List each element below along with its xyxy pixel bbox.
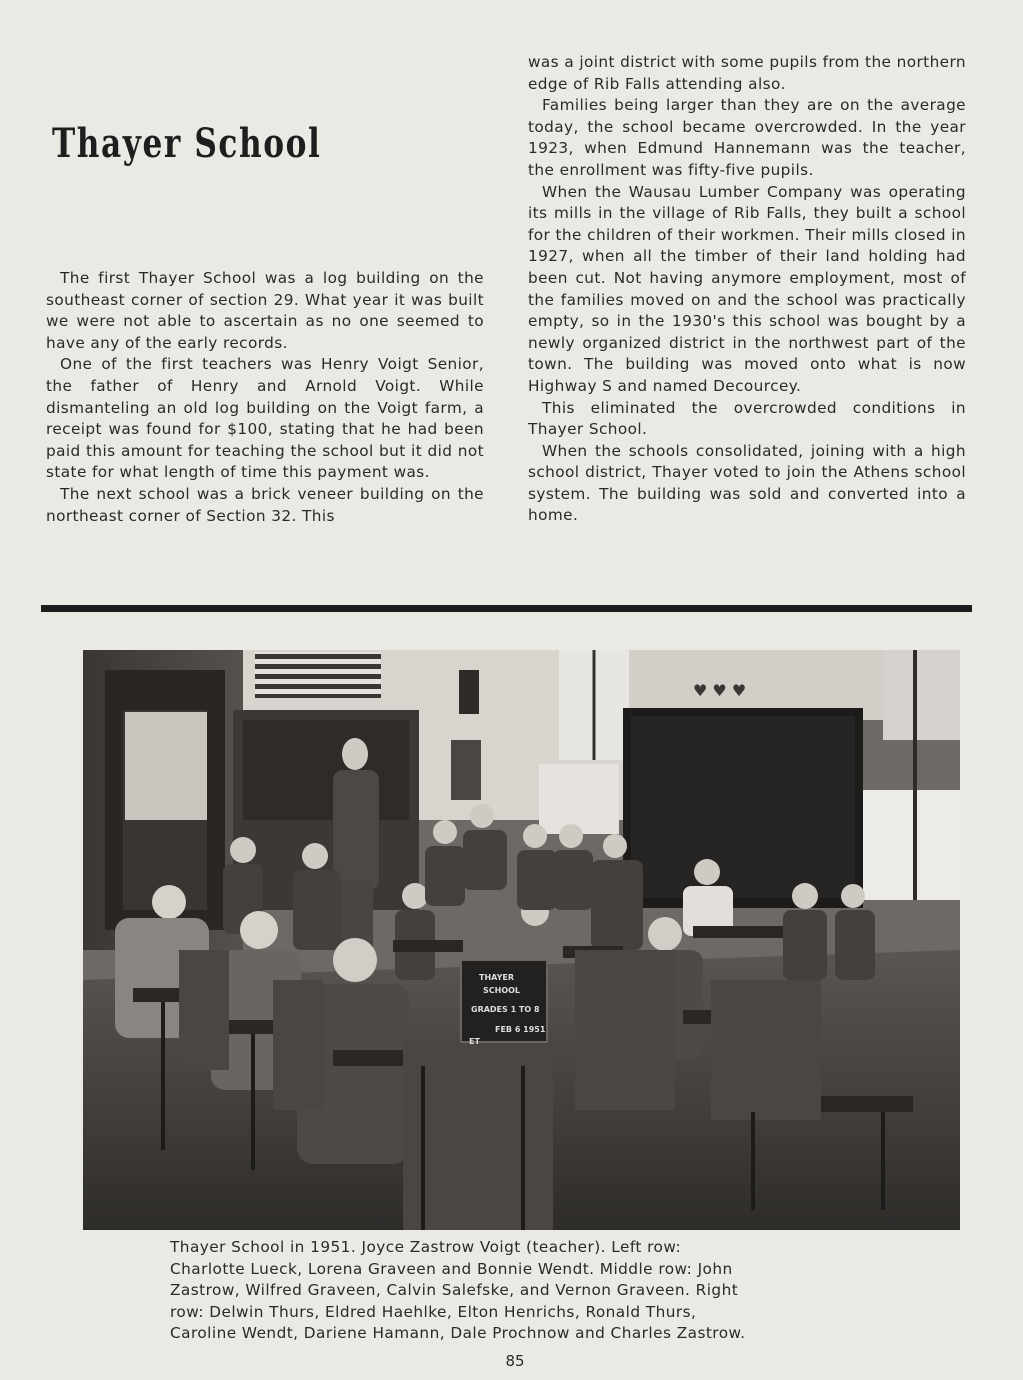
caption-line: Zastrow, Wilfred Graveen, Calvin Salefske, and Vernon Graveen. Right: [170, 1281, 739, 1300]
paragraph: One of the first teachers was Henry Voigt Senior, the father of Henry and Arnold Voigt. While dismanteling an old log building on the Voigt farm, a receipt was found for $100, stating that he had been paid this amount for teaching the school but it did not state for what length of time this payment was.: [46, 355, 484, 482]
photo-caption: [170, 1237, 870, 1345]
paragraph: When the Wausau Lumber Company was operating its mills in the village of Rib Falls, they built a school for the children of their workmen. Their mills closed in 1927, when all the timber of their land holding had been cut. Not having anymore employment, most of the families moved on and the school was practically empty, so in the 1930's this school was bought by a newly organized district in the northwest part of the town. The building was moved onto what is now Highway S and named Decourcey.: [528, 182, 966, 395]
paragraph: When the schools consolidated, joining with a high school district, Thayer voted to join the Athens school system. The building was sold and converted into a home.: [528, 441, 966, 525]
horizontal-rule: [41, 605, 972, 612]
article-title: Thayer School: [52, 120, 322, 167]
flag-graphic: [255, 652, 381, 698]
svg-text:♥ ♥ ♥: ♥ ♥ ♥: [693, 681, 747, 700]
caption-line: Thayer School in 1951. Joyce Zastrow Voigt (teacher). Left row:: [170, 1238, 682, 1256]
sign-line: SCHOOL: [483, 986, 521, 995]
paragraph: was a joint district with some pupils from the northern edge of Rib Falls attending also.: [528, 53, 966, 93]
paragraph: This eliminated the overcrowded conditions in Thayer School.: [528, 398, 966, 439]
right-text-column: [528, 52, 966, 527]
classroom-photo-illustration: [83, 650, 960, 1230]
page-number: 85: [505, 1352, 525, 1370]
caption-line: row: Delwin Thurs, Eldred Haehlke, Elton Henrichs, Ronald Thurs,: [170, 1302, 697, 1321]
paragraph: Families being larger than they are on the average today, the school became overcrowded. In the year 1923, when Edmund Hannemann was the teacher, the enrollment was fifty-five pupils.: [528, 96, 966, 179]
sign-line: THAYER: [479, 973, 514, 982]
sign-line: GRADES 1 TO 8: [471, 1005, 540, 1014]
caption-line: Charlotte Lueck, Lorena Graveen and Bonnie Wendt. Middle row: John: [170, 1259, 733, 1278]
paragraph: The next school was a brick veneer building on the northeast corner of Section 32. This: [46, 484, 484, 525]
left-text-column: [46, 268, 484, 527]
sign-line: FEB 6 1951: [495, 1025, 546, 1034]
paragraph: The first Thayer School was a log building on the southeast corner of section 29. What year it was built we were not able to ascertain as no one seemed to have any of the early records.: [46, 269, 484, 352]
caption-line: Caroline Wendt, Dariene Hamann, Dale Prochnow and Charles Zastrow.: [170, 1324, 746, 1343]
class-sign: [461, 960, 547, 1046]
classroom-photo: [83, 650, 960, 1230]
sign-initials: ET: [469, 1037, 480, 1046]
